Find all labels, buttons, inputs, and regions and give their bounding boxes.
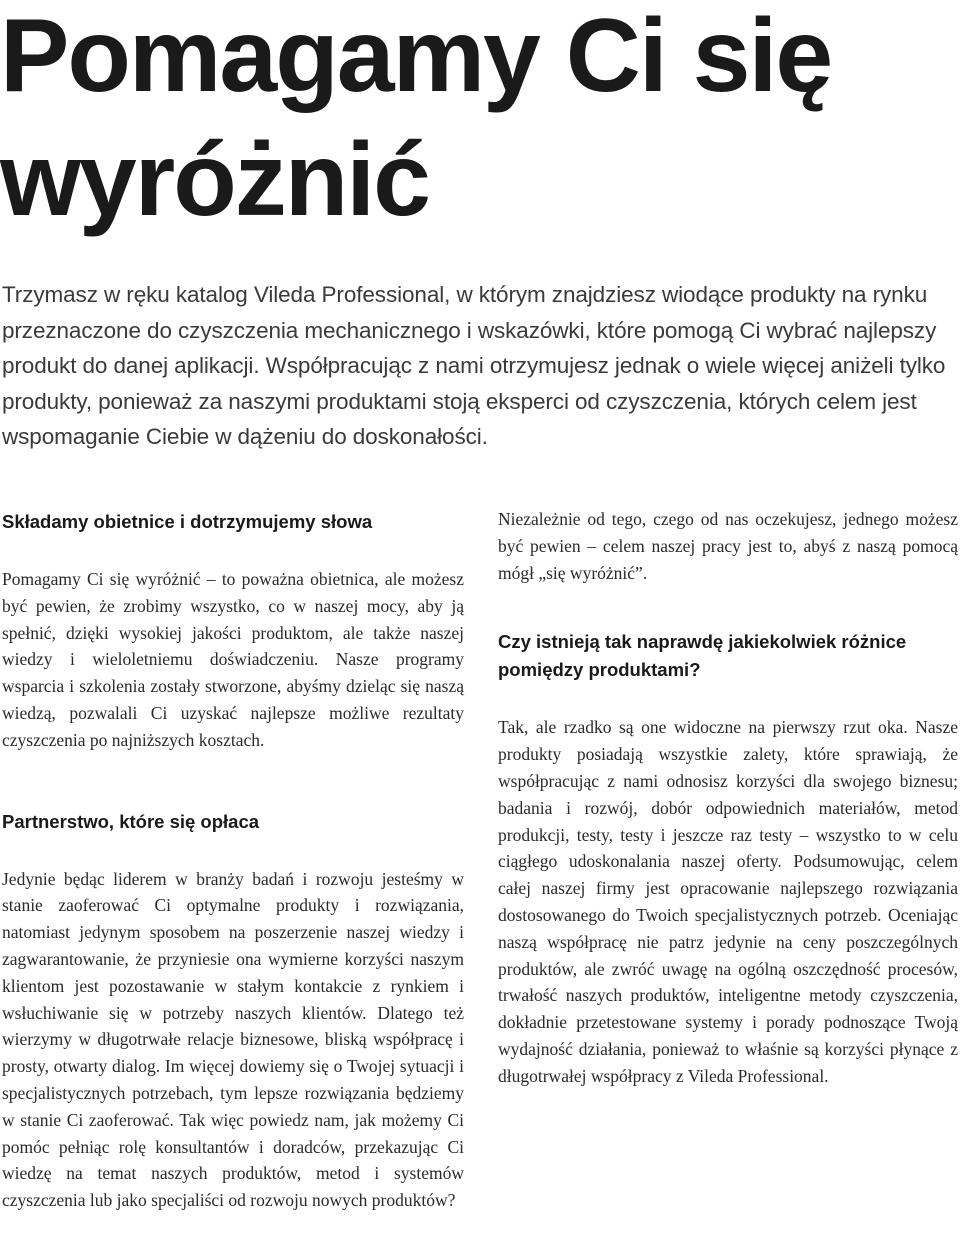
page-title: Pomagamy Ci się wyróżnić <box>0 0 832 238</box>
right-column <box>498 506 958 1090</box>
section-body-differences: Tak, ale rzadko są one widoczne na pierwszy rzut oka. Nasze produkty posiadają wszystkie zalety, które sprawiają, że współpracując z nami odnosisz korzyści dla swojego biznesu; badania i rozwój, dobór odpowiednich materiałów, metod produkcji, testy, testy i jeszcze raz testy – wszystko to w celu ciągłego udoskonalania naszej oferty. Podsumowując, celem całej naszej firmy jest opracowanie najlepszego rozwiązania dostosowanego do Twoich specjalistycznych potrzeb. Oceniając naszą współpracę nie patrz jedynie na ceny poszczególnych produktów, ale zwróć uwagę na ogólną oszczędność procesów, trwałość naszych produktów, inteligentne metody czyszczenia, dokładnie przetestowane systemy i porady podnoszące Twoją wydajność działania, ponieważ to właśnie są korzyści płynące z długotrwałej współpracy z Vileda Professional. <box>498 717 958 1086</box>
section-heading-partnership: Partnerstwo, które się opłaca <box>2 810 260 832</box>
continuation-paragraph: Niezależnie od tego, czego od nas oczekujesz, jednego możesz być pewien – celem naszej pracy jest to, abyś z naszą pomocą mógł „się wyróżnić”. <box>498 509 958 583</box>
section-heading-differences: Czy istnieją tak naprawdę jakiekolwiek różnice pomiędzy produktami? <box>498 631 907 681</box>
intro-paragraph: Trzymasz w ręku katalog Vileda Professional, w którym znajdziesz wiodące produkty na rynku przeznaczone do czyszczenia mechanicznego i wskazówki, które pomogą Ci wybrać najlepszy produkt do danej aplikacji. Współpracując z nami otrzymujesz jednak o wiele więcej aniżeli tylko produkty, ponieważ za naszymi produktami stoją eksperci od czyszczenia, których celem jest wspomaganie Ciebie w dążeniu do doskonałości. <box>2 282 946 450</box>
section-body-partnership: Jedynie będąc liderem w branży badań i rozwoju jesteśmy w stanie zaoferować Ci optymalne produkty i rozwiązania, natomiast jedynym sposobem na poszerzenie naszej wiedzy i zagwarantowanie, że przyniesie ona wymierne korzyści naszym klientom jest pozostawanie w stałym kontakcie z rynkiem i wsłuchiwanie się w potrzeby naszych klientów. Dlatego też wierzymy w długotrwałe relacje biznesowe, bliską współpracę i prosty, otwarty dialog. Im więcej dowiemy się o Twojej sytuacji i specjalistycznych potrzebach, tym lepsze rozwiązania będziemy w stanie Ci zaoferować. Tak więc powiedz nam, jak możemy Ci pomóc pełniąc rolę konsultantów i doradców, przekazując Ci wiedzę na temat naszych produktów, metod i systemów czyszczenia lub jako specjaliści od rozwoju nowych produktów? <box>2 868 464 1211</box>
section-body-promises: Pomagamy Ci się wyróżnić – to poważna obietnica, ale możesz być pewien, że zrobimy wszystko, co w naszej mocy, aby ją spełnić, dzięki wysokiej jakości produktom, ale także naszej wiedzy i wieloletniemu doświadczeniu. Nasze programy wsparcia i szkolenia zostały stworzone, abyśmy dzieląc się naszą wiedzą, pozwalali Ci uzyskać najlepsze możliwe rezultaty czyszczenia po najniższych kosztach. <box>2 569 464 750</box>
left-column <box>2 506 464 1214</box>
section-heading-promises: Składamy obietnice i dotrzymujemy słowa <box>2 511 373 532</box>
